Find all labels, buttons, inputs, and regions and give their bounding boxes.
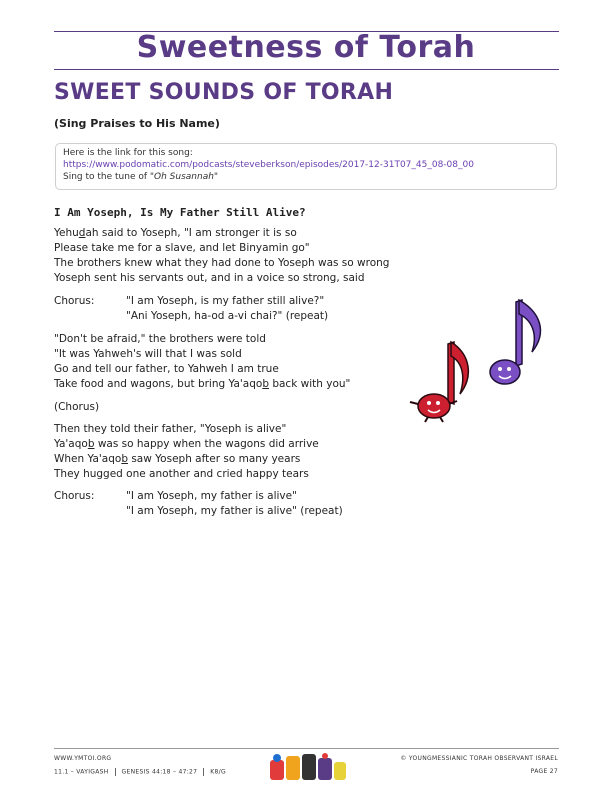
tune-prefix: Sing to the tune of: [63, 172, 150, 182]
lyric-text: Ya'aqo: [54, 438, 88, 450]
tune-line: [63, 171, 549, 183]
song-link-box: [55, 143, 557, 190]
song-link[interactable]: https://www.podomatic.com/podcasts/steveberkson/episodes/2017-12-31T07_45_08-08_00: [63, 160, 474, 170]
section-subtitle: (Sing Praises to His Name): [54, 117, 220, 130]
chorus-label: Chorus:: [54, 295, 95, 307]
section-title: SWEET SOUNDS OF TORAH: [54, 80, 394, 105]
chorus-label: Chorus:: [54, 490, 95, 502]
lyric-line: [54, 256, 389, 271]
footer-parsha: 11.1 – VAYIGASH: [54, 768, 109, 776]
purple-note-icon: [490, 300, 540, 384]
lyric-text: "Don't be afraid," the brothers were told: [54, 333, 266, 345]
lyric-text: was so happy when the wagons did arrive: [94, 438, 319, 450]
red-note-icon: [410, 342, 468, 422]
lyric-line: [54, 437, 319, 452]
page-brand-title: Sweetness of Torah: [136, 30, 476, 65]
ymtoi-logo: [268, 752, 348, 784]
footer-page-number: PAGE 27: [530, 768, 558, 775]
lyric-text: Yehu: [54, 227, 79, 239]
verse-1: [54, 226, 389, 286]
chorus-reference: [54, 400, 99, 415]
footer-site: WWW.YMTOI.ORG: [54, 755, 112, 762]
lyric-line: [54, 332, 350, 347]
lyric-line: [54, 422, 319, 437]
footer-separator: [203, 768, 204, 776]
lyric-underlined-letter: b: [262, 378, 269, 390]
lyric-text: back with you": [268, 378, 351, 390]
tune-name: "Oh Susannah": [149, 172, 219, 182]
link-intro: Here is the link for this song:: [63, 148, 193, 158]
lyric-line: [54, 362, 350, 377]
chorus-line: "I am Yoseph, my father is alive" (repeat): [126, 505, 343, 517]
music-notes-illustration: [408, 294, 558, 424]
footer-copyright: © YOUNGMESSIANIC TORAH OBSERVANT ISRAEL: [400, 755, 558, 762]
lyric-line: [54, 377, 350, 392]
lyric-text: ah said to Yoseph, "I am stronger it is so: [85, 227, 297, 239]
footer-age: K8/G: [210, 768, 226, 776]
lyric-line: [54, 347, 350, 362]
lyric-text: "It was Yahweh's will that I was sold: [54, 348, 242, 360]
chorus-line: "I am Yoseph, my father is alive": [126, 490, 297, 502]
lyric-text: Go and tell our father, to Yahweh I am true: [54, 363, 279, 375]
chorus-line: "I am Yoseph, is my father still alive?": [126, 295, 325, 307]
lyric-text: Take food and wagons, but bring Ya'aqo: [54, 378, 263, 390]
footer-separator: [115, 768, 116, 776]
lyric-text: The brothers knew what they had done to Yoseph was so wrong: [54, 257, 390, 269]
lyric-line: [54, 241, 389, 256]
lyric-text: Please take me for a slave, and let Binyamin go": [54, 242, 310, 254]
lyric-underlined-letter: b: [121, 453, 128, 465]
footer-meta: [54, 768, 226, 776]
lyric-underlined-letter: d: [78, 227, 86, 239]
lyric-underlined-letter: b: [87, 438, 95, 450]
lyric-line: [54, 452, 319, 467]
lyric-line: [54, 226, 389, 241]
lyric-text: Yoseph sent his servants out, and in a voice so strong, said: [54, 272, 365, 284]
header-bottom-rule: [54, 69, 559, 70]
verse-2: [54, 332, 350, 392]
footer-reference: GENESIS 44:18 – 47:27: [121, 768, 198, 776]
verse-3: [54, 422, 319, 482]
lyric-line: [54, 467, 319, 482]
lyric-text: saw Yoseph after so many years: [127, 453, 301, 465]
lyric-line: [54, 271, 389, 286]
lyric-text: When Ya'aqo: [54, 453, 122, 465]
chorus-ref-text: (Chorus): [54, 401, 100, 413]
chorus-line: "Ani Yoseph, ha-od a-vi chai?" (repeat): [126, 310, 329, 322]
lyric-text: Then they told their father, "Yoseph is alive": [54, 423, 287, 435]
footer-rule: [54, 748, 559, 749]
song-title: I Am Yoseph, Is My Father Still Alive?: [54, 206, 306, 219]
lyric-text: They hugged one another and cried happy tears: [54, 468, 309, 480]
